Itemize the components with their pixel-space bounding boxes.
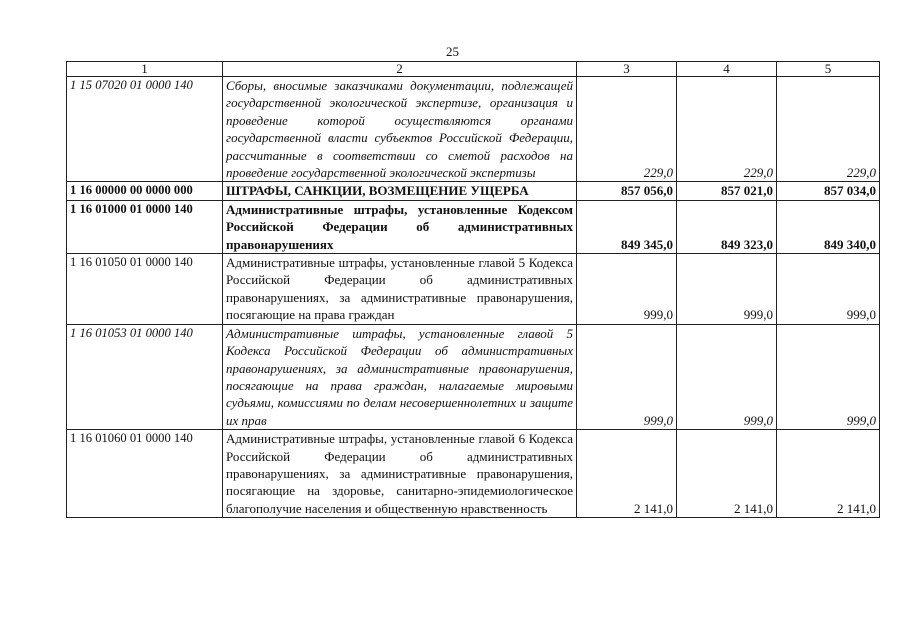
- row-description: Административные штрафы, установленные главой 6 Кодекса Российской Федерации об административных правонарушениях, за административные правонарушения, посягающие на здоровье, санитарно-эпидемиологическое благополучие населения и общественную нравственность: [223, 430, 577, 518]
- value-col-5: 999,0: [777, 254, 880, 325]
- value-col-4: 849 323,0: [677, 200, 777, 253]
- value-col-3: 229,0: [577, 77, 677, 182]
- column-header-2: 2: [223, 62, 577, 77]
- row-description: Административные штрафы, установленные главой 5 Кодекса Российской Федерации об административных правонарушениях, за административные правонарушения, посягающие на права граждан: [223, 254, 577, 325]
- budget-code: 1 15 07020 01 0000 140: [67, 77, 223, 182]
- value-col-3: 849 345,0: [577, 200, 677, 253]
- budget-table: [66, 61, 880, 518]
- table-row: [67, 77, 880, 182]
- value-col-4: 2 141,0: [677, 430, 777, 518]
- value-col-4: 999,0: [677, 324, 777, 429]
- value-col-5: 229,0: [777, 77, 880, 182]
- column-header-5: 5: [777, 62, 880, 77]
- table-row: [67, 324, 880, 429]
- table-row: [67, 182, 880, 200]
- row-description: ШТРАФЫ, САНКЦИИ, ВОЗМЕЩЕНИЕ УЩЕРБА: [223, 182, 577, 200]
- budget-code: 1 16 01053 01 0000 140: [67, 324, 223, 429]
- row-description: Административные штрафы, установленные Кодексом Российской Федерации об административных правонарушениях: [223, 200, 577, 253]
- row-description: Сборы, вносимые заказчиками документации, подлежащей государственной экологической экспертизе, организация и проведение которой осуществляются органами государственной власти субъектов Российской Федерации, рассчитанные в соответствии со сметой расходов на проведение государственной экологической экспертизы: [223, 77, 577, 182]
- column-header-4: 4: [677, 62, 777, 77]
- page-number: 25: [446, 44, 459, 59]
- budget-code: 1 16 01000 01 0000 140: [67, 200, 223, 253]
- table-row: [67, 430, 880, 518]
- column-header-3: 3: [577, 62, 677, 77]
- value-col-3: 2 141,0: [577, 430, 677, 518]
- row-description: Административные штрафы, установленные главой 5 Кодекса Российской Федерации об административных правонарушениях, за административные правонарушения, посягающие на права граждан, налагаемые мировыми судьями, комиссиями по делам несовершеннолетних и защите их прав: [223, 324, 577, 429]
- value-col-4: 999,0: [677, 254, 777, 325]
- table-header-row: [67, 62, 880, 77]
- value-col-5: 849 340,0: [777, 200, 880, 253]
- value-col-5: 2 141,0: [777, 430, 880, 518]
- column-header-1: 1: [67, 62, 223, 77]
- budget-code: 1 16 01060 01 0000 140: [67, 430, 223, 518]
- value-col-3: 999,0: [577, 254, 677, 325]
- value-col-5: 857 034,0: [777, 182, 880, 200]
- value-col-5: 999,0: [777, 324, 880, 429]
- value-col-4: 229,0: [677, 77, 777, 182]
- value-col-3: 999,0: [577, 324, 677, 429]
- value-col-4: 857 021,0: [677, 182, 777, 200]
- table-row: [67, 254, 880, 325]
- table-row: [67, 200, 880, 253]
- budget-code: 1 16 01050 01 0000 140: [67, 254, 223, 325]
- budget-code: 1 16 00000 00 0000 000: [67, 182, 223, 200]
- value-col-3: 857 056,0: [577, 182, 677, 200]
